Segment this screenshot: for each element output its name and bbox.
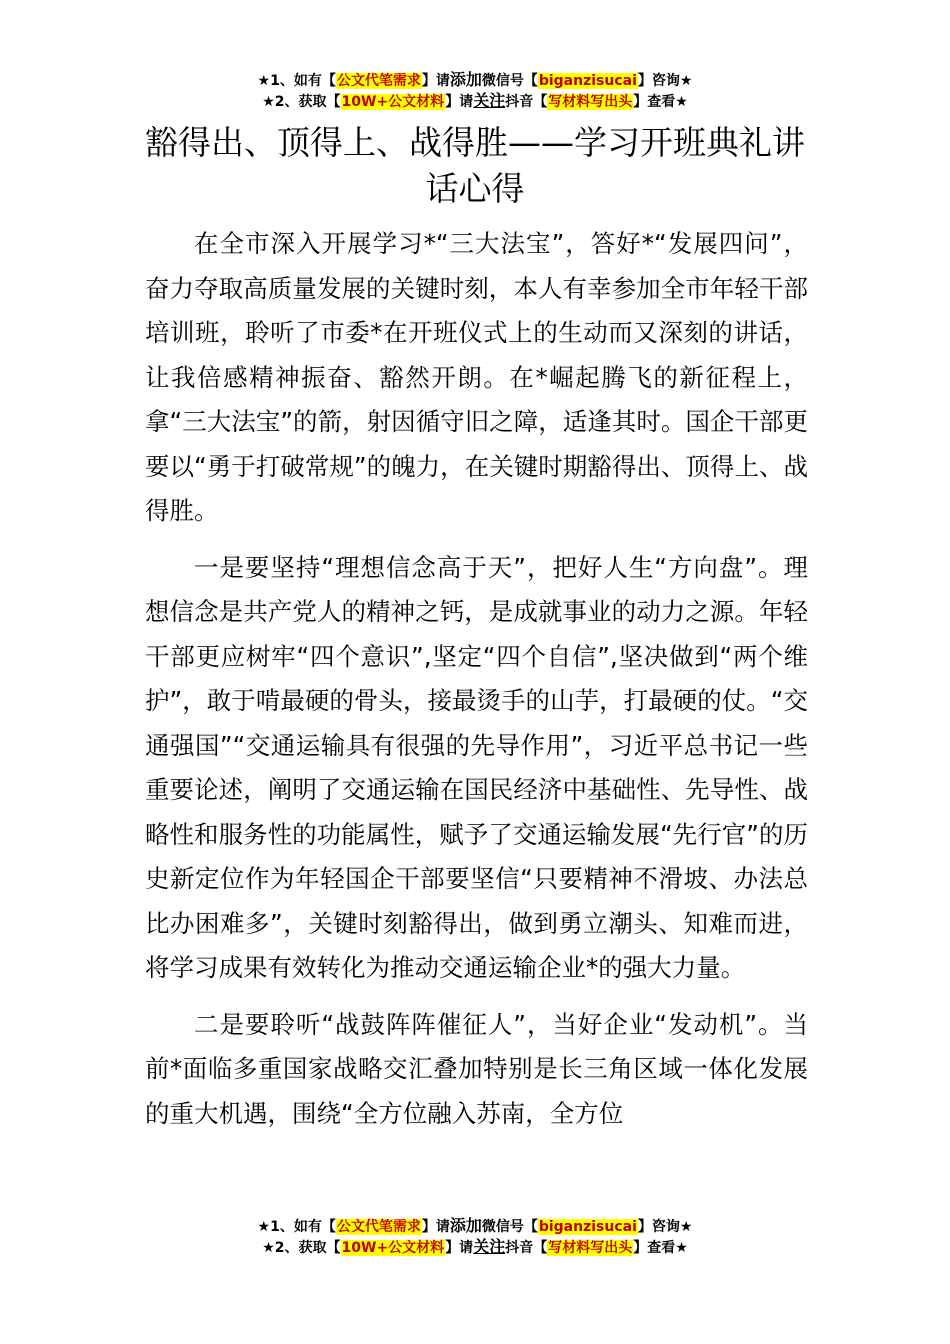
wechat-id-highlight: biganzisucai bbox=[538, 73, 637, 89]
promo-line-2 bbox=[0, 1237, 950, 1258]
promo-emphasis: 关注 bbox=[473, 1237, 506, 1256]
body-paragraph: 一是要坚持“理想信念高于天”，把好人生“方向盘”。理想信念是共产党人的精神之钙，是成就事业的动力之源。年轻干部更应树牢“四个意识”,坚定“四个自信”,坚决做到“两个维护”，敢于啃最硬的骨头，接最烫手的山芋，打最硬的仗。“交通强国”“交通运输具有很强的先导作用”，习近平总书记一些重要论述，阐明了交通运输在国民经济中基础性、先导性、战略性和服务性的功能属性，赋予了交通运输发展“先行官”的历史新定位作为年轻国企干部要坚信“只要精神不滑坡、办法总比办困难多”，关键时刻豁得出，做到勇立潮头、知难而进，将学习成果有效转化为推动交通运输企业*的强大力量。 bbox=[145, 552, 808, 982]
promo-emphasis: 关注 bbox=[473, 91, 506, 110]
promo-text: 微信号【 bbox=[481, 1219, 538, 1235]
promo-text: 】咨询★ bbox=[637, 73, 693, 89]
promo-text: 】请 bbox=[445, 94, 474, 110]
promo-highlight: 公文代笔需求 bbox=[336, 73, 421, 89]
body-paragraph: 在全市深入开展学习*“三大法宝”，答好*“发展四问”，奋力夺取高质量发展的关键时刻，本人有幸参加全市年轻干部培训班，聆听了市委*在开班仪式上的生动而又深刻的讲话，让我倍感精神振奋、豁然开朗。在*崛起腾飞的新征程上，拿“三大法宝”的箭，射因循守旧之障，适逢其时。国企干部更要以“勇于打破常规”的魄力，在关键时期豁得出、顶得上、战得胜。 bbox=[145, 229, 808, 525]
promo-text: 抖音【 bbox=[505, 1240, 548, 1256]
promo-banner-top bbox=[0, 70, 950, 112]
douyin-id-highlight: 写材料写出头 bbox=[548, 94, 633, 110]
promo-text: 抖音【 bbox=[505, 94, 548, 110]
promo-text: 】查看★ bbox=[633, 1240, 688, 1256]
promo-text: ★2、获取【 bbox=[262, 1240, 341, 1256]
douyin-id-highlight: 写材料写出头 bbox=[548, 1240, 633, 1256]
promo-text: 】查看★ bbox=[633, 94, 688, 110]
promo-highlight: 10W+公文材料 bbox=[341, 1240, 445, 1256]
promo-highlight: 公文代笔需求 bbox=[336, 1219, 421, 1235]
promo-text: 】请 bbox=[445, 1240, 474, 1256]
promo-line-2 bbox=[0, 91, 950, 112]
promo-emphasis: 添加 bbox=[449, 1216, 482, 1235]
promo-line-1 bbox=[0, 1216, 950, 1237]
promo-emphasis: 添加 bbox=[449, 70, 482, 89]
promo-text: 微信号【 bbox=[481, 73, 538, 89]
promo-banner-bottom bbox=[0, 1216, 950, 1258]
promo-highlight: 10W+公文材料 bbox=[341, 94, 445, 110]
promo-text: 】请 bbox=[421, 1219, 450, 1235]
wechat-id-highlight: biganzisucai bbox=[538, 1219, 637, 1235]
body-paragraph: 二是要聆听“战鼓阵阵催征人”，当好企业“发动机”。当前*面临多重国家战略交汇叠加特别是长三角区域一体化发展的重大机遇，围绕“全方位融入苏南，全方位 bbox=[145, 1009, 808, 1128]
promo-text: 】请 bbox=[421, 73, 450, 89]
promo-text: 】咨询★ bbox=[637, 1219, 693, 1235]
promo-text: ★2、获取【 bbox=[262, 94, 341, 110]
document-body bbox=[145, 222, 808, 1136]
promo-line-1 bbox=[0, 70, 950, 91]
document-title: 豁得出、顶得上、战得胜——学习开班典礼讲话心得 bbox=[145, 123, 805, 208]
promo-text: ★1、如有【 bbox=[257, 73, 336, 89]
promo-text: ★1、如有【 bbox=[257, 1219, 336, 1235]
